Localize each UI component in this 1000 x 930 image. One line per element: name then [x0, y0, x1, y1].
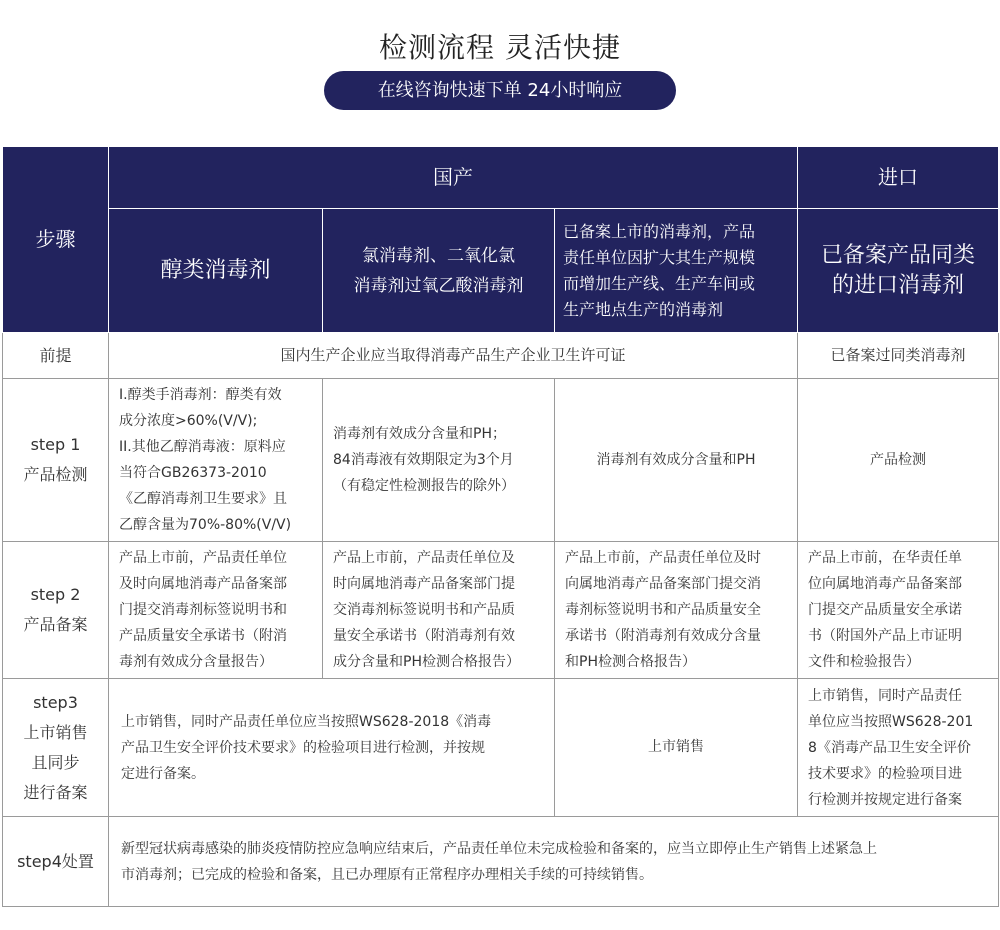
premise-row: [3, 333, 999, 379]
domestic-group-header: 国产: [109, 147, 798, 209]
consult-banner: 在线咨询快速下单 24小时响应: [324, 71, 676, 110]
step4-content: 新型冠状病毒感染的肺炎疫情防控应急响应结束后，产品责任单位未完成检验和备案的，应当立即停止生产销售上述紧急上 市消毒剂；已完成的检验和备案，且已办理原有正常程序办理相关手续的可持续销售。: [109, 817, 999, 907]
chlorine-disinfectant-header: 氯消毒剂、二氧化氯 消毒剂过氧乙酸消毒剂: [323, 209, 555, 333]
step2-row: [3, 542, 999, 679]
step1-expand: 消毒剂有效成分含量和PH: [555, 379, 798, 542]
step2-chlorine: 产品上市前，产品责任单位及 时向属地消毒产品备案部门提 交消毒剂标签说明书和产品质 量安全承诺书（附消毒剂有效 成分含量和PH检测合格报告）: [323, 542, 555, 679]
step2-import: 产品上市前，在华责任单 位向属地消毒产品备案部 门提交产品质量安全承诺 书（附国外产品上市证明 文件和检验报告）: [798, 542, 999, 679]
process-table: [2, 146, 999, 907]
step1-import: 产品检测: [798, 379, 999, 542]
header-row-group: [3, 147, 999, 209]
premise-import: 已备案过同类消毒剂: [798, 333, 999, 379]
step2-expand: 产品上市前，产品责任单位及时 向属地消毒产品备案部门提交消 毒剂标签说明书和产品质量安全 承诺书（附消毒剂有效成分含量 和PH检测合格报告）: [555, 542, 798, 679]
step1-row: [3, 379, 999, 542]
step3-expand: 上市销售: [555, 679, 798, 817]
step4-label: step4处置: [3, 817, 109, 907]
premise-domestic: 国内生产企业应当取得消毒产品生产企业卫生许可证: [109, 333, 798, 379]
step3-import: 上市销售，同时产品责任 单位应当按照WS628-201 8《消毒产品卫生安全评价 技术要求》的检验项目进 行检测并按规定进行备案: [798, 679, 999, 817]
step-column-header: 步骤: [3, 147, 109, 333]
page-title: 检测流程 灵活快捷: [379, 31, 621, 64]
step3-label: step3 上市销售 且同步 进行备案: [3, 679, 109, 817]
step2-alcohol: 产品上市前，产品责任单位 及时向属地消毒产品备案部 门提交消毒剂标签说明书和 产品质量安全承诺书（附消 毒剂有效成分含量报告）: [109, 542, 323, 679]
premise-label: 前提: [3, 333, 109, 379]
step3-domestic: 上市销售，同时产品责任单位应当按照WS628-2018《消毒 产品卫生安全评价技术要求》的检验项目进行检测，并按规 定进行备案。: [109, 679, 555, 817]
step1-label: step 1 产品检测: [3, 379, 109, 542]
expanded-production-header: 已备案上市的消毒剂，产品 责任单位因扩大其生产规模 而增加生产线、生产车间或 生产地点生产的消毒剂: [555, 209, 798, 333]
step1-chlorine: 消毒剂有效成分含量和PH； 84消毒液有效期限定为3个月 （有稳定性检测报告的除外）: [323, 379, 555, 542]
step3-row: [3, 679, 999, 817]
step1-alcohol: I.醇类手消毒剂：醇类有效 成分浓度>60%(V/V); II.其他乙醇消毒液：原料应 当符合GB26373-2010 《乙醇消毒剂卫生要求》且 乙醇含量为70%-80%(V/V): [109, 379, 323, 542]
header-row-types: [3, 209, 999, 333]
import-disinfectant-header: 已备案产品同类 的进口消毒剂: [798, 209, 999, 333]
step2-label: step 2 产品备案: [3, 542, 109, 679]
step4-row: [3, 817, 999, 907]
alcohol-disinfectant-header: 醇类消毒剂: [109, 209, 323, 333]
import-group-header: 进口: [798, 147, 999, 209]
